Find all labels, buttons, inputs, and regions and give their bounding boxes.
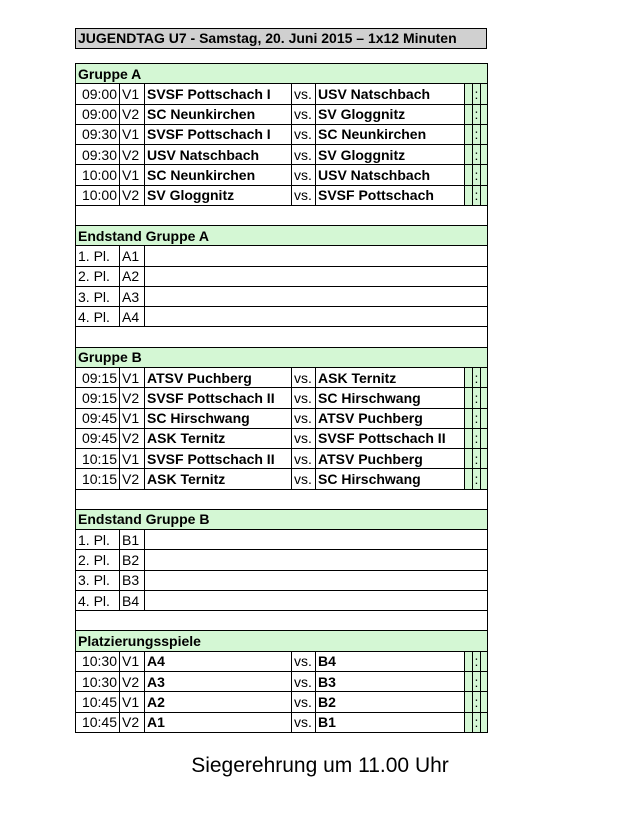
match-time: 09:45	[76, 428, 120, 448]
standing-code: A1	[120, 246, 145, 266]
match-field: V2	[120, 671, 145, 691]
home-team: SC Neunkirchen	[145, 104, 292, 124]
home-team: SVSF Pottschach II	[145, 388, 292, 408]
standing-place: 1. Pl.	[76, 246, 120, 266]
match-field: V1	[120, 124, 145, 144]
match-field: V1	[120, 449, 145, 469]
match-field: V2	[120, 388, 145, 408]
match-row	[76, 449, 488, 469]
standing-place: 2. Pl.	[76, 550, 120, 570]
match-field: V2	[120, 712, 145, 732]
score-home-cell	[465, 165, 473, 185]
match-field: V2	[120, 469, 145, 489]
versus-label: vs.	[292, 185, 316, 205]
standing-team-cell	[145, 550, 488, 570]
home-team: A2	[145, 692, 292, 712]
standing-place: 4. Pl.	[76, 590, 120, 610]
section-heading: Endstand Gruppe A	[76, 226, 488, 246]
match-time: 09:15	[76, 388, 120, 408]
section-header-row	[76, 226, 488, 246]
home-team: SC Neunkirchen	[145, 165, 292, 185]
score-separator: :	[473, 165, 481, 185]
standing-row	[76, 266, 488, 286]
standing-row	[76, 550, 488, 570]
home-team: A3	[145, 671, 292, 691]
spacer-cell	[76, 327, 488, 347]
section-heading: Gruppe B	[76, 347, 488, 367]
match-row	[76, 185, 488, 205]
standing-team-cell	[145, 590, 488, 610]
home-team: ASK Ternitz	[145, 469, 292, 489]
home-team: ATSV Puchberg	[145, 367, 292, 387]
score-home-cell	[465, 84, 473, 104]
score-away-cell	[481, 469, 488, 489]
score-away-cell	[481, 124, 488, 144]
spacer-cell	[76, 611, 488, 631]
standing-code: A2	[120, 266, 145, 286]
match-time: 10:30	[76, 671, 120, 691]
score-home-cell	[465, 712, 473, 732]
spacer-cell	[76, 489, 488, 509]
score-separator: :	[473, 469, 481, 489]
match-field: V1	[120, 84, 145, 104]
versus-label: vs.	[292, 449, 316, 469]
versus-label: vs.	[292, 145, 316, 165]
score-home-cell	[465, 145, 473, 165]
versus-label: vs.	[292, 428, 316, 448]
section-header-row	[76, 509, 488, 529]
score-home-cell	[465, 449, 473, 469]
away-team: ATSV Puchberg	[316, 449, 465, 469]
match-field: V2	[120, 145, 145, 165]
score-separator: :	[473, 185, 481, 205]
section-heading: Endstand Gruppe B	[76, 509, 488, 529]
standing-place: 1. Pl.	[76, 530, 120, 550]
score-separator: :	[473, 104, 481, 124]
section-heading: Gruppe A	[76, 64, 488, 84]
standing-row	[76, 286, 488, 306]
versus-label: vs.	[292, 712, 316, 732]
match-row	[76, 104, 488, 124]
standing-code: A3	[120, 286, 145, 306]
match-row	[76, 692, 488, 712]
match-time: 09:15	[76, 367, 120, 387]
section-header-row	[76, 631, 488, 651]
score-away-cell	[481, 104, 488, 124]
spacer-row	[76, 489, 488, 509]
match-row	[76, 367, 488, 387]
match-row	[76, 165, 488, 185]
home-team: ASK Ternitz	[145, 428, 292, 448]
standing-code: B2	[120, 550, 145, 570]
score-away-cell	[481, 367, 488, 387]
score-home-cell	[465, 651, 473, 671]
score-away-cell	[481, 651, 488, 671]
away-team: SVSF Pottschach II	[316, 428, 465, 448]
score-away-cell	[481, 712, 488, 732]
match-row	[76, 671, 488, 691]
match-time: 10:00	[76, 165, 120, 185]
score-away-cell	[481, 692, 488, 712]
home-team: SVSF Pottschach II	[145, 449, 292, 469]
score-away-cell	[481, 408, 488, 428]
score-separator: :	[473, 449, 481, 469]
match-row	[76, 712, 488, 732]
standing-team-cell	[145, 266, 488, 286]
page-title: JUGENDTAG U7 - Samstag, 20. Juni 2015 – 1x12 Minuten	[75, 28, 487, 49]
score-home-cell	[465, 671, 473, 691]
match-time: 10:30	[76, 651, 120, 671]
match-time: 10:45	[76, 692, 120, 712]
score-home-cell	[465, 367, 473, 387]
score-home-cell	[465, 408, 473, 428]
standing-row	[76, 307, 488, 327]
away-team: SV Gloggnitz	[316, 104, 465, 124]
match-field: V2	[120, 185, 145, 205]
match-row	[76, 84, 488, 104]
match-time: 09:00	[76, 104, 120, 124]
score-away-cell	[481, 671, 488, 691]
standing-code: B3	[120, 570, 145, 590]
home-team: SV Gloggnitz	[145, 185, 292, 205]
match-row	[76, 388, 488, 408]
score-home-cell	[465, 692, 473, 712]
away-team: SVSF Pottschach	[316, 185, 465, 205]
section-heading: Platzierungsspiele	[76, 631, 488, 651]
match-field: V1	[120, 692, 145, 712]
match-row	[76, 469, 488, 489]
away-team: SC Hirschwang	[316, 469, 465, 489]
standing-place: 3. Pl.	[76, 286, 120, 306]
away-team: B3	[316, 671, 465, 691]
standing-place: 3. Pl.	[76, 570, 120, 590]
away-team: ASK Ternitz	[316, 367, 465, 387]
versus-label: vs.	[292, 388, 316, 408]
score-separator: :	[473, 388, 481, 408]
match-field: V1	[120, 367, 145, 387]
match-time: 10:15	[76, 469, 120, 489]
score-home-cell	[465, 428, 473, 448]
match-field: V1	[120, 165, 145, 185]
standing-row	[76, 246, 488, 266]
spacer-row	[76, 327, 488, 347]
score-separator: :	[473, 712, 481, 732]
away-team: USV Natschbach	[316, 84, 465, 104]
home-team: USV Natschbach	[145, 145, 292, 165]
match-time: 09:45	[76, 408, 120, 428]
versus-label: vs.	[292, 367, 316, 387]
score-separator: :	[473, 124, 481, 144]
match-row	[76, 651, 488, 671]
standing-team-cell	[145, 286, 488, 306]
match-field: V2	[120, 104, 145, 124]
away-team: SV Gloggnitz	[316, 145, 465, 165]
match-field: V2	[120, 428, 145, 448]
home-team: SVSF Pottschach I	[145, 84, 292, 104]
section-header-row	[76, 64, 488, 84]
score-away-cell	[481, 84, 488, 104]
versus-label: vs.	[292, 408, 316, 428]
match-time: 10:45	[76, 712, 120, 732]
score-away-cell	[481, 145, 488, 165]
versus-label: vs.	[292, 165, 316, 185]
score-home-cell	[465, 185, 473, 205]
match-time: 10:00	[76, 185, 120, 205]
match-time: 09:00	[76, 84, 120, 104]
match-field: V1	[120, 408, 145, 428]
schedule-table	[75, 63, 488, 733]
score-home-cell	[465, 388, 473, 408]
home-team: SVSF Pottschach I	[145, 124, 292, 144]
match-row	[76, 124, 488, 144]
away-team: B1	[316, 712, 465, 732]
match-field: V1	[120, 651, 145, 671]
away-team: ATSV Puchberg	[316, 408, 465, 428]
away-team: USV Natschbach	[316, 165, 465, 185]
versus-label: vs.	[292, 84, 316, 104]
score-away-cell	[481, 388, 488, 408]
away-team: B4	[316, 651, 465, 671]
away-team: SC Neunkirchen	[316, 124, 465, 144]
standing-team-cell	[145, 246, 488, 266]
score-separator: :	[473, 671, 481, 691]
versus-label: vs.	[292, 469, 316, 489]
versus-label: vs.	[292, 104, 316, 124]
match-time: 09:30	[76, 124, 120, 144]
standing-code: B4	[120, 590, 145, 610]
away-team: B2	[316, 692, 465, 712]
score-separator: :	[473, 145, 481, 165]
spacer-row	[76, 611, 488, 631]
score-away-cell	[481, 185, 488, 205]
score-separator: :	[473, 367, 481, 387]
home-team: A1	[145, 712, 292, 732]
match-time: 09:30	[76, 145, 120, 165]
standing-row	[76, 530, 488, 550]
versus-label: vs.	[292, 692, 316, 712]
standing-row	[76, 590, 488, 610]
versus-label: vs.	[292, 651, 316, 671]
award-ceremony-note: Siegerehrung um 11.00 Uhr	[191, 754, 449, 777]
spacer-row	[76, 205, 488, 225]
score-away-cell	[481, 165, 488, 185]
score-away-cell	[481, 428, 488, 448]
away-team: SC Hirschwang	[316, 388, 465, 408]
standing-code: A4	[120, 307, 145, 327]
match-row	[76, 145, 488, 165]
standing-team-cell	[145, 530, 488, 550]
score-separator: :	[473, 651, 481, 671]
standing-place: 4. Pl.	[76, 307, 120, 327]
match-row	[76, 428, 488, 448]
versus-label: vs.	[292, 671, 316, 691]
standing-place: 2. Pl.	[76, 266, 120, 286]
standing-team-cell	[145, 307, 488, 327]
score-separator: :	[473, 692, 481, 712]
score-separator: :	[473, 408, 481, 428]
score-home-cell	[465, 104, 473, 124]
score-home-cell	[465, 469, 473, 489]
versus-label: vs.	[292, 124, 316, 144]
score-home-cell	[465, 124, 473, 144]
match-time: 10:15	[76, 449, 120, 469]
score-away-cell	[481, 449, 488, 469]
standing-code: B1	[120, 530, 145, 550]
home-team: A4	[145, 651, 292, 671]
standing-row	[76, 570, 488, 590]
home-team: SC Hirschwang	[145, 408, 292, 428]
section-header-row	[76, 347, 488, 367]
score-separator: :	[473, 84, 481, 104]
match-row	[76, 408, 488, 428]
standing-team-cell	[145, 570, 488, 590]
score-separator: :	[473, 428, 481, 448]
spacer-cell	[76, 205, 488, 225]
